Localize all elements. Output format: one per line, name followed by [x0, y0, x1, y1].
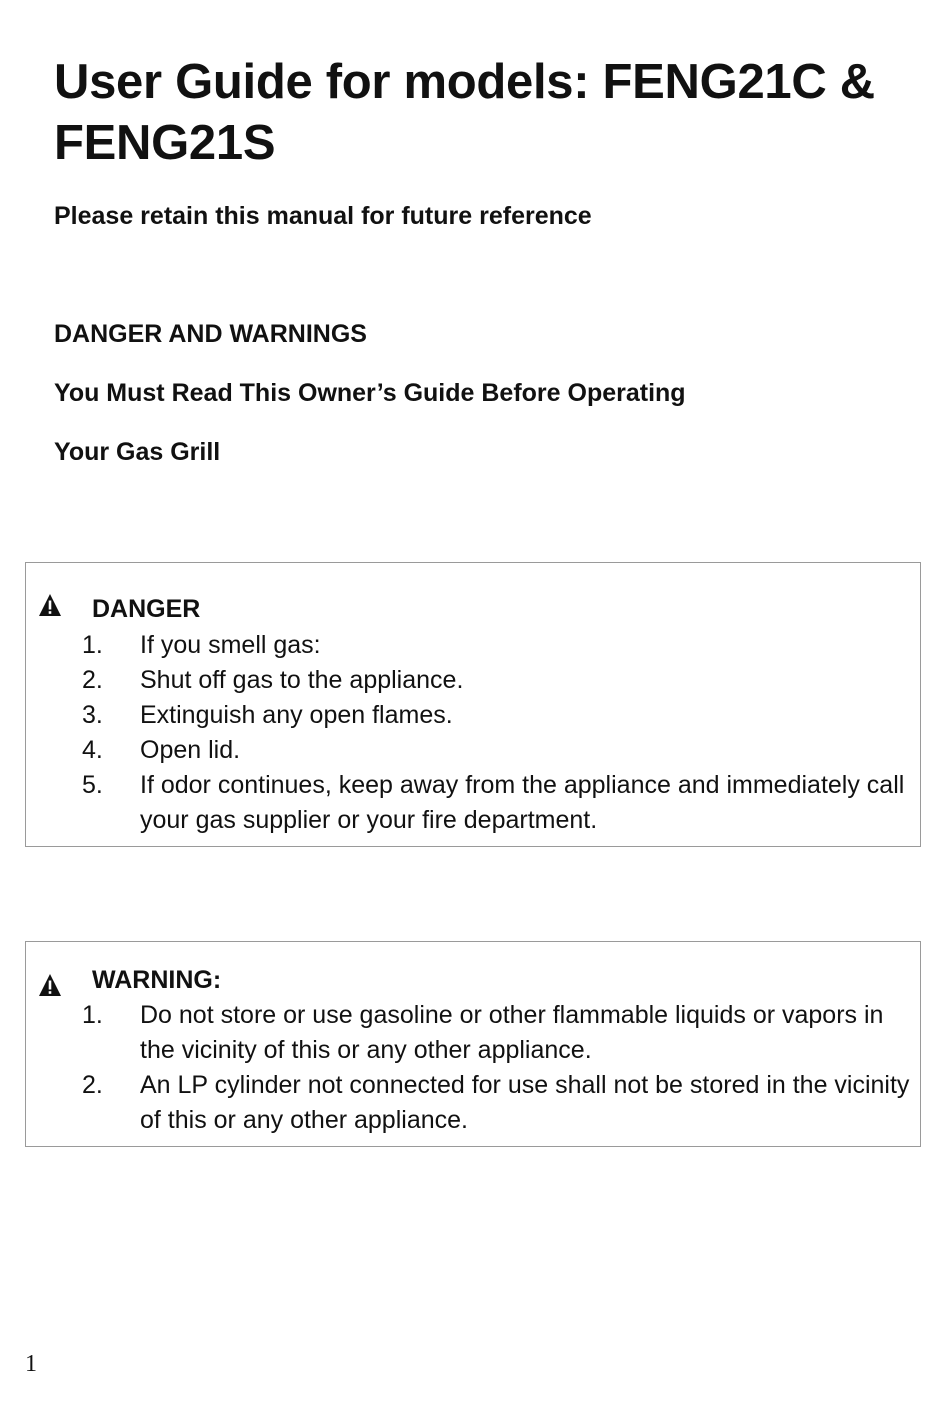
list-item-number: 5. — [82, 771, 103, 799]
danger-list — [26, 628, 920, 838]
read-guide-heading: You Must Read This Owner’s Guide Before Operating — [54, 379, 686, 407]
document-title: User Guide for models: FENG21C & FENG21S — [54, 55, 875, 170]
list-item-number: 1. — [82, 1001, 103, 1029]
list-item-text: Shut off gas to the appliance. — [140, 666, 464, 694]
warning-box — [25, 941, 921, 1147]
warning-list — [26, 998, 920, 1138]
danger-and-warnings-heading: DANGER AND WARNINGS — [54, 320, 367, 348]
list-item-text: Extinguish any open flames. — [140, 701, 453, 729]
list-item-number: 2. — [82, 1071, 103, 1099]
list-item — [26, 768, 920, 838]
list-item — [26, 1068, 920, 1138]
list-item — [26, 628, 920, 663]
list-item-number: 2. — [82, 666, 103, 694]
list-item-text: Open lid. — [140, 736, 241, 764]
list-item-text: An LP cylinder not connected for use shall not be stored in the vicinity of this or any other appliance. — [140, 1071, 910, 1134]
list-item-number: 1. — [82, 631, 103, 659]
gas-grill-heading: Your Gas Grill — [54, 438, 221, 466]
warning-triangle-icon — [38, 593, 62, 617]
list-item — [26, 698, 920, 733]
list-item — [26, 998, 920, 1068]
list-item-text: If odor continues, keep away from the appliance and immediately call your gas supplier or your fire department. — [140, 771, 905, 834]
retain-manual-note: Please retain this manual for future reference — [54, 202, 592, 230]
warning-title: WARNING: — [92, 966, 222, 994]
danger-title: DANGER — [92, 595, 201, 623]
list-item-text: If you smell gas: — [140, 631, 321, 659]
list-item — [26, 733, 920, 768]
danger-box — [25, 562, 921, 847]
page-number: 1 — [25, 1351, 37, 1377]
list-item-text: Do not store or use gasoline or other flammable liquids or vapors in the vicinity of this or any other appliance. — [140, 1001, 884, 1064]
warning-triangle-icon — [38, 973, 62, 997]
list-item-number: 4. — [82, 736, 103, 764]
list-item — [26, 663, 920, 698]
list-item-number: 3. — [82, 701, 103, 729]
